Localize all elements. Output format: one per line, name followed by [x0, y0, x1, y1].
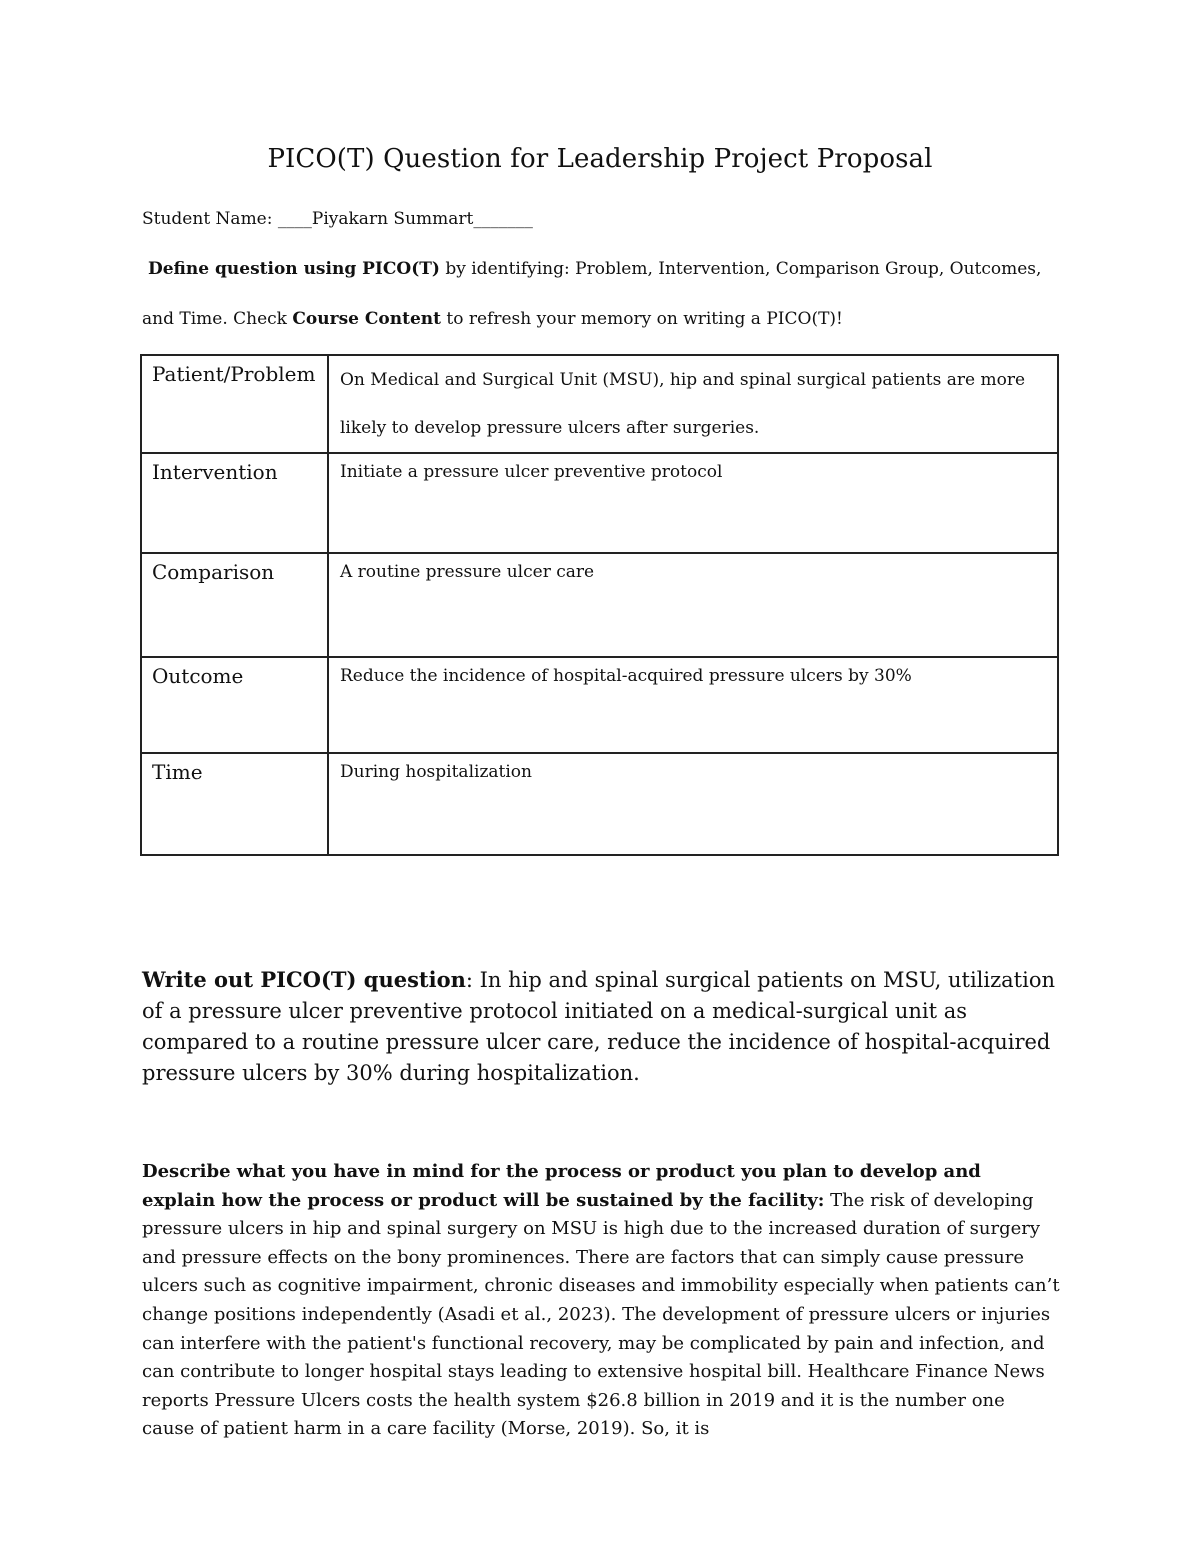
instructions-text-1: by identifying: Problem, Intervention, Comparison Group, Outcomes,	[439, 259, 1042, 279]
student-name-label: Student Name:	[142, 209, 278, 229]
row-value: During hospitalization	[328, 753, 1058, 855]
student-name-value: ____Piyakarn Summart_______	[277, 209, 533, 229]
table-row-time	[141, 753, 1058, 855]
instructions-line-1	[148, 259, 1068, 279]
instructions-text-2: and Time. Check	[142, 309, 293, 329]
table-row-patient-problem	[141, 355, 1058, 453]
describe-text: The risk of developing pressure ulcers in hip and spinal surgery on MSU is high due to the increased duration of surgery and pressure effects on the bony prominences. There are factors that can simply cause pressure ulcers such as cognitive impairment, chronic diseases and immobility especially when patients can’t change positions independently (Asadi et al., 2023). The development of pressure ulcers or injuries can interfere with the patient's functional recovery, may be complicated by pain and infection, and can contribute to longer hospital stays leading to extensive hospital bill. Healthcare Finance News reports Pressure Ulcers costs the health system $26.8 billion in 2019 and it is the number one cause of patient harm in a care facility (Morse, 2019). So, it is	[142, 1189, 1060, 1440]
row-label: Patient/Problem	[141, 355, 328, 453]
row-label: Comparison	[141, 553, 328, 657]
row-label: Intervention	[141, 453, 328, 553]
instructions-text-3: to refresh your memory on writing a PICO(T)!	[441, 309, 843, 329]
pico-table	[140, 354, 1059, 856]
row-label: Time	[141, 753, 328, 855]
pico-question-paragraph	[142, 964, 1060, 1089]
student-name-line	[142, 209, 1062, 229]
row-value: On Medical and Surgical Unit (MSU), hip and spinal surgical patients are more likely to develop pressure ulcers after surgeries.	[328, 355, 1058, 453]
table-row-outcome	[141, 657, 1058, 753]
table-row-comparison	[141, 553, 1058, 657]
pico-question-text: : In hip and spinal surgical patients on MSU, utilization of a pressure ulcer preventive protocol initiated on a medical-surgical unit as compared to a routine pressure ulcer care, reduce the incidence of hospital-acquired pressure ulcers by 30% during hospitalization.	[142, 968, 1056, 1085]
row-label: Outcome	[141, 657, 328, 753]
instructions-line-2	[142, 309, 1062, 329]
row-value: Initiate a pressure ulcer preventive protocol	[328, 453, 1058, 553]
page-title: PICO(T) Question for Leadership Project Proposal	[267, 144, 933, 174]
describe-paragraph	[142, 1158, 1060, 1444]
row-value: A routine pressure ulcer care	[328, 553, 1058, 657]
describe-label: Describe what you have in mind for the process or product you plan to develop and explain how the process or product will be sustained by the facility:	[142, 1161, 981, 1211]
row-value: Reduce the incidence of hospital-acquired pressure ulcers by 30%	[328, 657, 1058, 753]
instructions-bold-pico: Define question using PICO(T)	[148, 259, 440, 279]
pico-question-label: Write out PICO(T) question	[142, 967, 466, 992]
course-content-link: Course Content	[292, 309, 441, 329]
table-row-intervention	[141, 453, 1058, 553]
